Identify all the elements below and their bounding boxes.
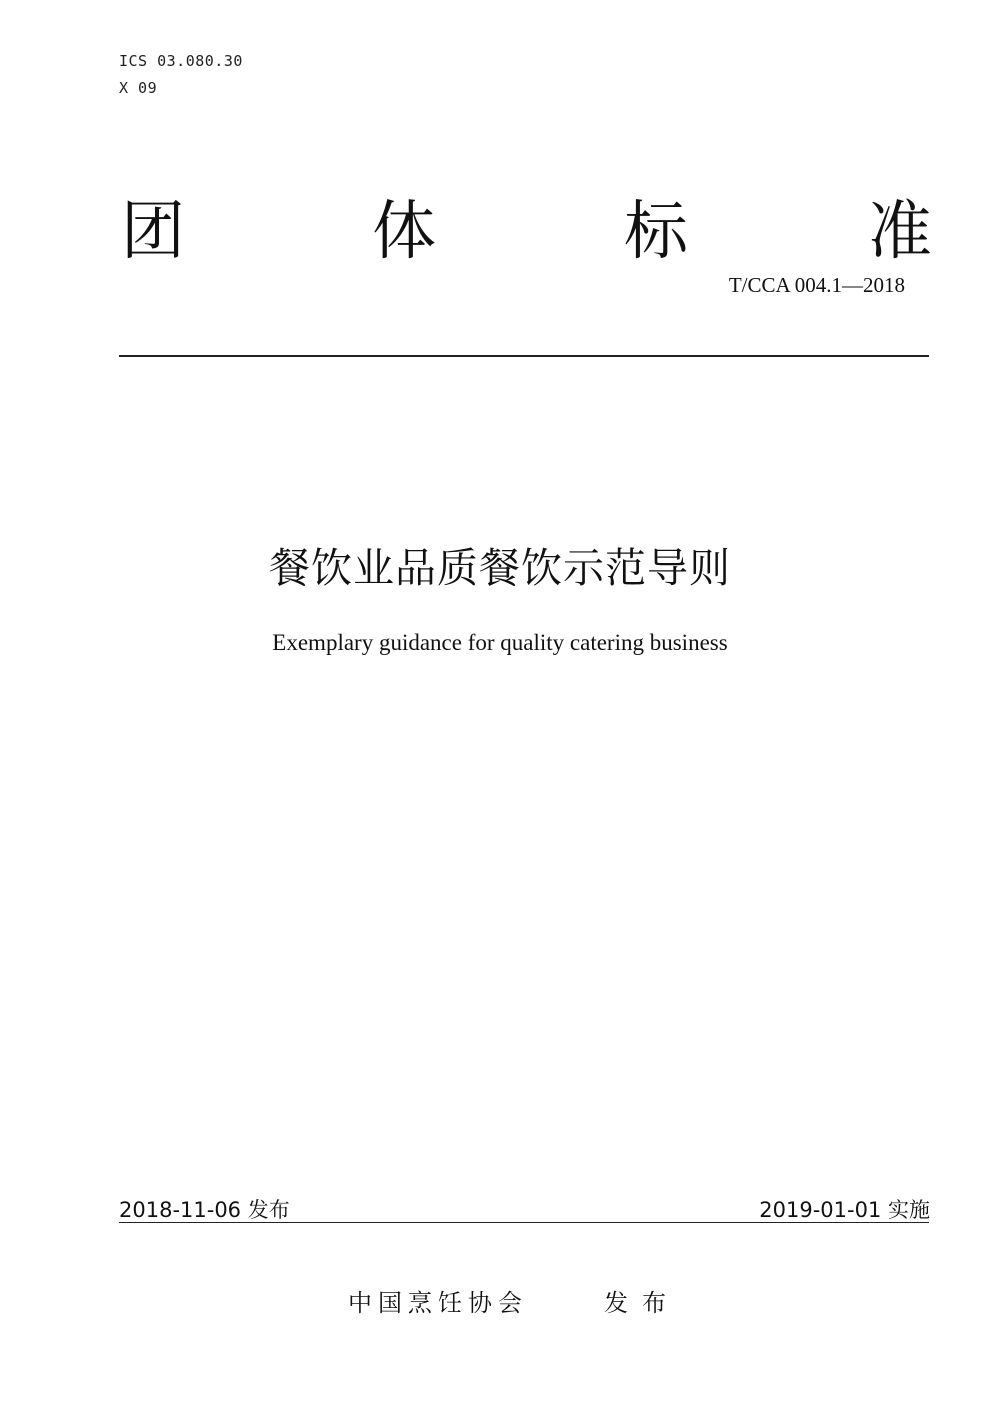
standard-type-char: 标: [624, 195, 688, 269]
publish-label: 发布: [604, 1289, 680, 1317]
implementation-date: 2019-01-01 实施: [759, 1198, 930, 1222]
header-divider: [119, 355, 929, 357]
issue-date: 2018-11-06 发布: [119, 1198, 290, 1222]
standard-number: T/CCA 004.1—2018: [728, 273, 905, 297]
footer-divider: [119, 1222, 929, 1223]
classification-code: X 09: [119, 79, 158, 97]
standard-type-char: 体: [372, 195, 436, 269]
document-title-chinese: 餐饮业品质餐饮示范导则: [269, 544, 731, 592]
publisher-name: 中国烹饪协会: [348, 1289, 528, 1317]
standard-type-char: 准: [868, 195, 932, 269]
document-title-english: Exemplary guidance for quality catering business: [272, 630, 728, 655]
standard-type-char: 团: [121, 195, 185, 269]
ics-code: ICS 03.080.30: [119, 52, 243, 70]
